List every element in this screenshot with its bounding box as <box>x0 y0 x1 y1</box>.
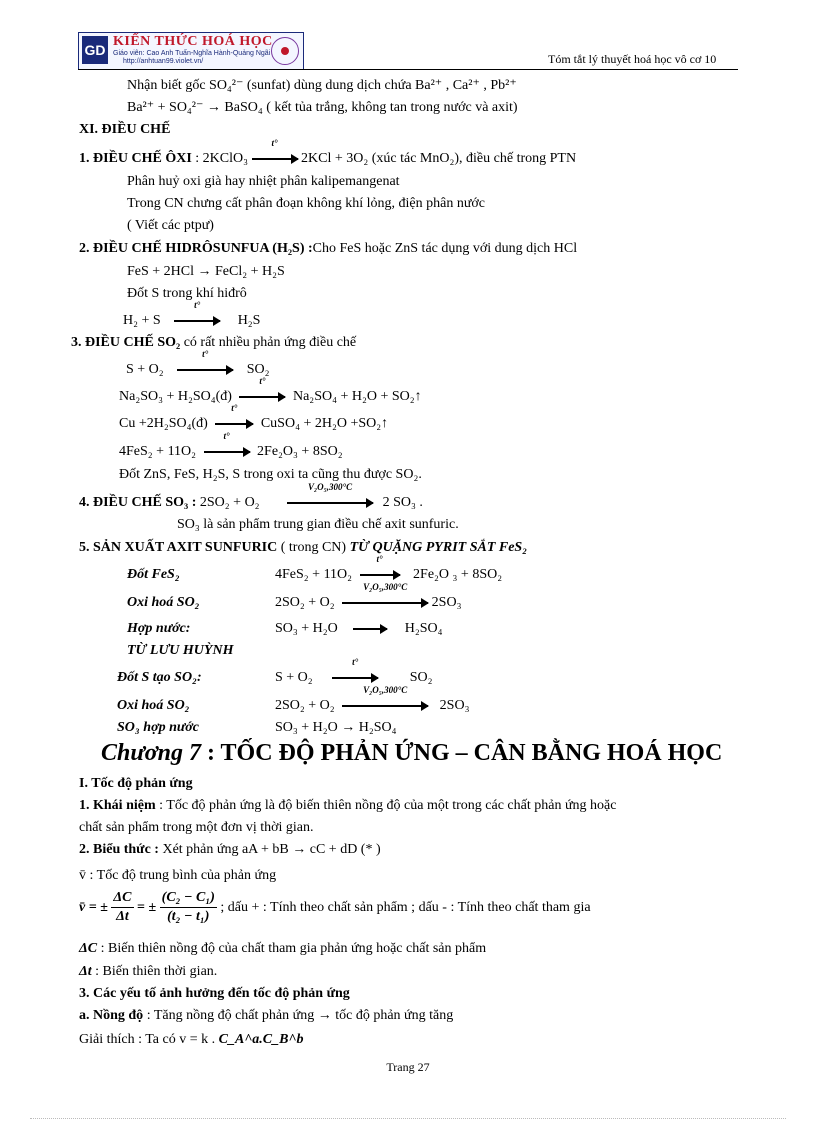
equation-left: S + O₂ <box>275 670 313 686</box>
step-label: Oxi hoá SO₂ <box>117 698 190 713</box>
header-title: Tóm tắt lý thuyết hoá học vô cơ 10 <box>548 52 717 66</box>
arrow-condition: t° <box>352 657 359 667</box>
header-logo <box>78 32 304 70</box>
arrow-condition: t° <box>194 300 201 310</box>
logo-url: http://anhtuan99.violet.vn/ <box>123 58 204 65</box>
formula: C_A^a.C_B^b <box>218 1032 304 1047</box>
paragraph-line <box>79 1007 453 1025</box>
equation-left: 4FeS₂ + 11O₂ <box>275 567 353 583</box>
arrow-condition: t° <box>376 554 383 564</box>
arrow-condition: t° <box>259 376 266 386</box>
symbol: ΔC <box>79 941 98 956</box>
logo-mark: GD <box>82 36 108 64</box>
paragraph-line <box>79 963 217 981</box>
equation-right: H₂SO₄ <box>404 621 443 637</box>
atom-icon <box>271 37 299 65</box>
equation-left: 2SO₂ + O₂ <box>275 595 335 611</box>
reaction-arrow <box>252 138 298 168</box>
equation-row <box>119 431 343 461</box>
paragraph-line <box>79 841 381 859</box>
equation-right: 2Fe₂O ₃ + 8SO₂ <box>413 567 503 583</box>
arrow-condition: t° <box>223 431 230 441</box>
section-heading: XI. ĐIỀU CHẾ <box>79 122 171 137</box>
equation-right: Na₂SO₄ + H₂O + SO₂↑ <box>292 389 422 405</box>
section-heading: I. Tốc độ phản ứng <box>79 776 193 791</box>
equation-row <box>79 482 423 512</box>
reaction-arrow <box>174 300 220 330</box>
equation-row <box>275 685 470 715</box>
equation-right: 2Fe₂O₃ + 8SO₂ <box>257 444 343 460</box>
equation-right: 2KCl + 3O₂ (xúc tác MnO₂), điều chế trong PTN <box>301 151 577 167</box>
reaction-arrow <box>353 620 387 638</box>
logo-title: KIẾN THỨC HOÁ HỌC <box>113 34 273 49</box>
text-line: Nhận biết gốc SO₄²⁻ (sunfat) dùng dung dịch chứa Ba²⁺ , Ca²⁺ , Pb²⁺ <box>127 78 517 93</box>
equation-row <box>275 582 462 612</box>
equation-left: 2SO₂ + O₂ <box>275 698 335 714</box>
step-label: Đốt S tạo SO₂: <box>117 670 202 685</box>
header-rule <box>78 69 738 70</box>
equation-left: Cu +2H₂SO₄(đ) <box>119 416 208 432</box>
arrow-condition: t° <box>271 138 278 148</box>
arrow-condition: V₂O₅,300°C <box>363 582 408 592</box>
symbol: Δt <box>79 964 92 979</box>
equation-left: : 2KClO₃ <box>191 151 249 167</box>
term: 2. Biểu thức : <box>79 842 159 857</box>
text: có rất nhiều phản ứng điều chế <box>180 335 357 350</box>
reaction-arrow <box>177 349 233 379</box>
section-heading: 3. Các yếu tố ảnh hưởng đến tốc độ phản ứng <box>79 986 350 1001</box>
text-line: Ba²⁺ + SO₄²⁻ → BaSO₄ ( kết tủa trắng, không tan trong nước và axit) <box>127 100 518 115</box>
equation-right: 2SO₃ <box>439 698 470 714</box>
text: Giải thích : Ta có v = k . <box>79 1032 219 1047</box>
subsection-heading: 4. ĐIỀU CHẾ SO₃ : <box>79 495 197 511</box>
equation-row <box>119 403 389 433</box>
text-line: SO₃ là sản phẩm trung gian điều chế axit sunfuric. <box>177 517 459 532</box>
reaction-arrow <box>287 482 373 512</box>
equation-left: H₂ + S <box>123 313 161 329</box>
logo-subtitle: Giáo viên: Cao Anh Tuấn-Nghĩa Hành-Quảng Ngãi <box>113 50 271 57</box>
step-label: Oxi hoá SO₂ <box>127 595 200 610</box>
equation-row <box>119 376 422 406</box>
arrow-condition: t° <box>202 349 209 359</box>
equation-right: 2 SO₃ . <box>382 495 423 511</box>
numerator: ΔC <box>111 889 133 908</box>
text: : Tốc độ phản ứng là độ biến thiên nồng độ của một trong các chất phản ứng hoặc <box>155 798 617 813</box>
subsection-row <box>79 539 527 557</box>
paragraph-line <box>79 940 486 958</box>
equation-left: Na₂SO₃ + H₂SO₄(đ) <box>119 389 232 405</box>
text-line: ( Viết các ptpư) <box>127 218 214 233</box>
subsection-subtitle: TỪ QUẶNG PYRIT SẮT FeS₂ <box>349 540 528 555</box>
step-label: Đốt FeS₂ <box>127 567 180 582</box>
page-number: Trang 27 <box>386 1060 430 1074</box>
rate-formula <box>79 888 591 928</box>
denominator: (t₂ − t₁) <box>167 909 210 925</box>
equation-row <box>275 620 443 638</box>
fraction <box>160 889 217 926</box>
equation: SO₃ + H₂O → H₂SO₄ <box>275 720 397 735</box>
subsection-heading: 1. ĐIỀU CHẾ ÔXI <box>79 151 192 167</box>
chapter-number: Chương 7 <box>101 740 201 766</box>
arrow-condition: V₂O₅,300°C <box>363 685 408 695</box>
text: Xét phản ứng aA + bB → cC + dD (* ) <box>158 842 381 857</box>
subsection-heading: 2. ĐIỀU CHẾ HIDRÔSUNFUA (H₂S) : <box>79 241 313 256</box>
equation-right: SO₂ <box>409 670 433 686</box>
paragraph-line <box>79 1031 303 1049</box>
subsection-row <box>79 240 577 258</box>
equation-row <box>123 300 261 330</box>
paragraph-line: v̄ : Tốc độ trung bình của phản ứng <box>79 868 277 883</box>
text-line: Đốt S trong khí hiđrô <box>127 286 247 301</box>
paragraph-line: chất sản phẩm trong một đơn vị thời gian. <box>79 820 314 835</box>
step-label: Hợp nước: <box>127 621 191 636</box>
paragraph-line <box>79 797 616 815</box>
text: : Biến thiên nồng độ của chất tham gia phản ứng hoặc chất sản phẩm <box>97 941 487 956</box>
reaction-arrow <box>204 431 250 461</box>
text-line: Trong CN chưng cất phân đoạn không khí lỏng, điện phân nước <box>127 196 486 211</box>
equation-right: 2SO₃ <box>431 595 462 611</box>
formula-part: v̄ = ± <box>79 900 108 915</box>
equation-left: SO₃ + H₂O <box>275 621 338 637</box>
equation-left: 4FeS₂ + 11O₂ <box>119 444 197 460</box>
step-label: SO₃ hợp nước <box>117 720 199 735</box>
fraction <box>111 889 133 926</box>
equation-right: CuSO₄ + 2H₂O +SO₂↑ <box>260 416 389 432</box>
text: Cho FeS hoặc ZnS tác dụng với dung dịch HCl <box>312 241 578 256</box>
equation-left: 2SO₂ + O₂ <box>196 495 260 511</box>
equation-row <box>79 138 577 168</box>
text-line: Phân huỷ oxi già hay nhiệt phân kalipemangenat <box>127 174 400 189</box>
term: 1. Khái niệm <box>79 798 156 813</box>
subsection-heading: 5. SẢN XUẤT AXIT SUNFURIC <box>79 540 278 555</box>
text: : Tăng nồng độ chất phản ứng → tốc độ phản ứng tăng <box>143 1008 454 1023</box>
formula-note: ; dấu + : Tính theo chất sản phẩm ; dấu - : Tính theo chất tham gia <box>220 900 591 915</box>
reaction-arrow <box>342 685 428 715</box>
formula-part: = ± <box>137 900 157 915</box>
subsection-subtitle: TỪ LƯU HUỲNH <box>127 643 234 658</box>
denominator: Δt <box>116 909 129 925</box>
reaction-arrow <box>342 582 428 612</box>
text: ( trong CN) <box>277 540 350 555</box>
equation-right: H₂S <box>237 313 261 329</box>
equation-right: SO₂ <box>246 362 270 378</box>
text: : Biến thiên thời gian. <box>91 964 218 979</box>
chapter-title <box>101 738 722 768</box>
subsection-heading: 3. ĐIỀU CHẾ SO₂ <box>71 335 181 350</box>
term: a. Nồng độ <box>79 1008 144 1023</box>
equation: FeS + 2HCl → FeCl₂ + H₂S <box>127 264 285 279</box>
numerator: (C₂ − C₁) <box>160 889 217 908</box>
arrow-condition: t° <box>231 403 238 413</box>
page-edge <box>30 1118 786 1119</box>
chapter-name: : TỐC ĐỘ PHẢN ỨNG – CÂN BẰNG HOÁ HỌC <box>200 740 723 766</box>
equation-left: S + O₂ <box>126 362 164 378</box>
text-line: Đốt ZnS, FeS, H₂S, S trong oxi ta cũng thu được SO₂. <box>119 467 422 482</box>
arrow-condition: V₂O₅,300°C <box>307 482 353 492</box>
